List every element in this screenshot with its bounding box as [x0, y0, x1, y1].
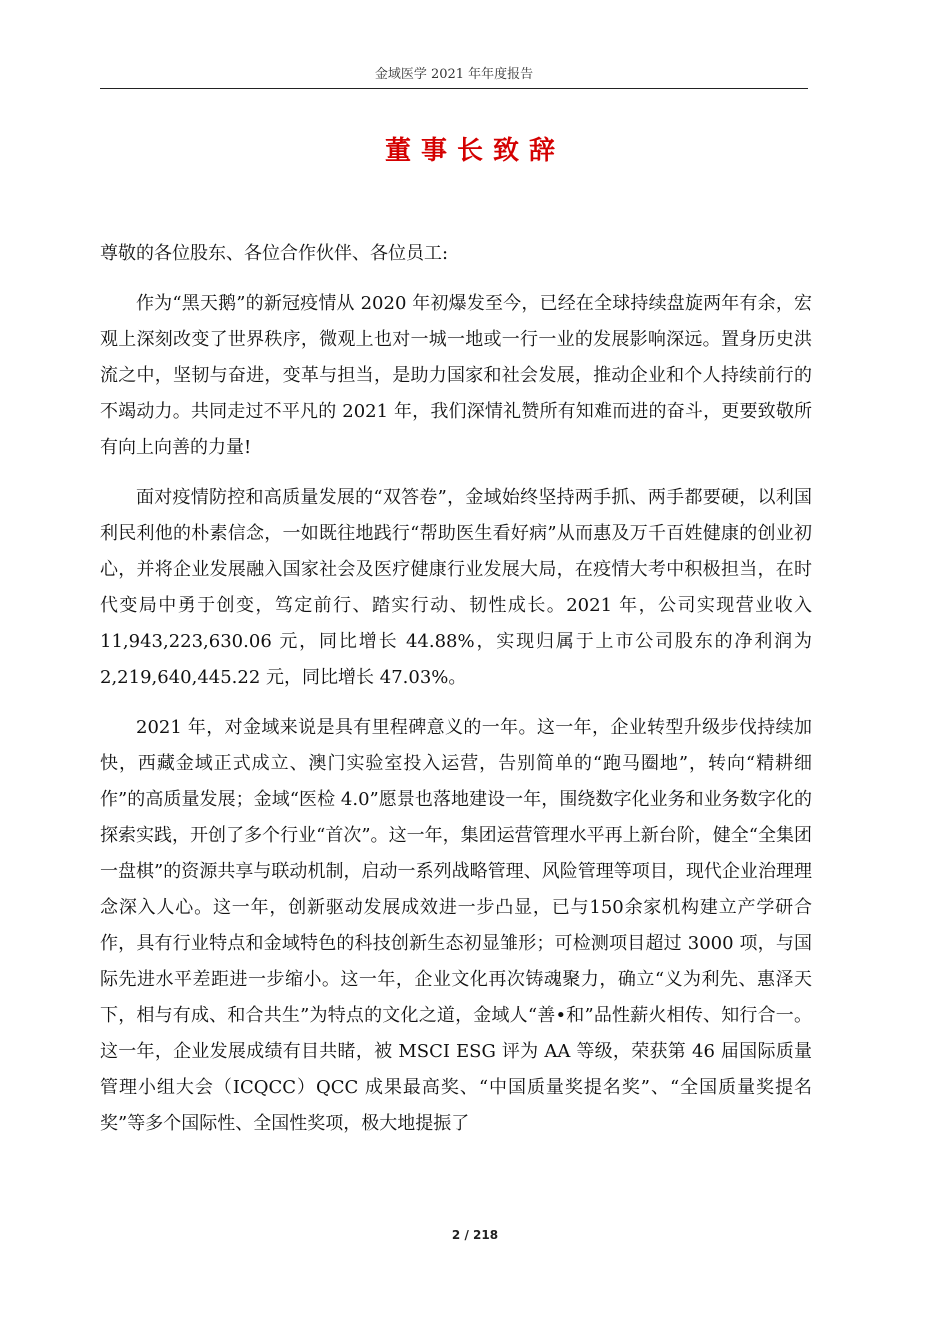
running-title: 金域医学 2021 年年度报告: [374, 67, 534, 82]
letter-body: [100, 236, 812, 1156]
paragraph-3: 2021 年，对金域来说是具有里程碑意义的一年。这一年，企业转型升级步伐持续加快，西藏金域正式成立、澳门实验室投入运营，告别简单的“跑马圈地”，转向“精耕细作”的高质量发展；金域“医检 4.0”愿景也落地建设一年，围绕数字化业务和业务数字化的探索实践，开创了多个行业“首次”。这一年，集团运营管理水平再上新台阶，健全“全集团一盘棋”的资源共享与联动机制，启动一系列战略管理、风险管理等项目，现代企业治理理念深入人心。这一年，创新驱动发展成效进一步凸显，已与150余家机构建立产学研合作，具有行业特点和金域特色的科技创新生态初显雏形；可检测项目超过 3000 项，与国际先进水平差距进一步缩小。这一年，企业文化再次铸魂聚力，确立“义为利先、惠泽天下，相与有成、和合共生”为特点的文化之道，金域人“善•和”品性薪火相传、知行合一。这一年，企业发展成绩有目共睹，被 MSCI ESG 评为 AA 等级，荣获第 46 届国际质量管理小组大会（ICQCC）QCC 成果最高奖、“中国质量奖提名奖”、“全国质量奖提名奖”等多个国际性、全国性奖项，极大地提振了: [100, 717, 812, 1134]
page-header: [100, 66, 808, 89]
paragraph-1: 作为“黑天鹅”的新冠疫情从 2020 年初爆发至今，已经在全球持续盘旋两年有余，宏观上深刻改变了世界秩序，微观上也对一城一地或一行一业的发展影响深远。置身历史洪流之中，坚韧与奋进，变革与担当，是助力国家和社会发展，推动企业和个人持续前行的不竭动力。共同走过不平凡的 2021 年，我们深情礼赞所有知难而进的奋斗，更要致敬所有向上向善的力量!: [100, 293, 812, 458]
page-title: 董事长致辞: [384, 136, 565, 166]
salutation: 尊敬的各位股东、各位合作伙伴、各位员工:: [100, 243, 449, 264]
paragraph-2: 面对疫情防控和高质量发展的“双答卷”，金域始终坚持两手抓、两手都要硬，以利国利民利他的朴素信念，一如既往地践行“帮助医生看好病”从而惠及万千百姓健康的创业初心，并将企业发展融入国家社会及医疗健康行业发展大局，在疫情大考中积极担当，在时代变局中勇于创变，笃定前行、踏实行动、韧性成长。2021 年，公司实现营业收入 11,943,223,630.06 元，同比增长 44.88%，实现归属于上市公司股东的净利润为 2,219,640,445.22 元，同比增长 47.03%。: [100, 487, 812, 688]
page-number: 2 / 218: [451, 1228, 499, 1242]
page-footer: [0, 1228, 950, 1242]
